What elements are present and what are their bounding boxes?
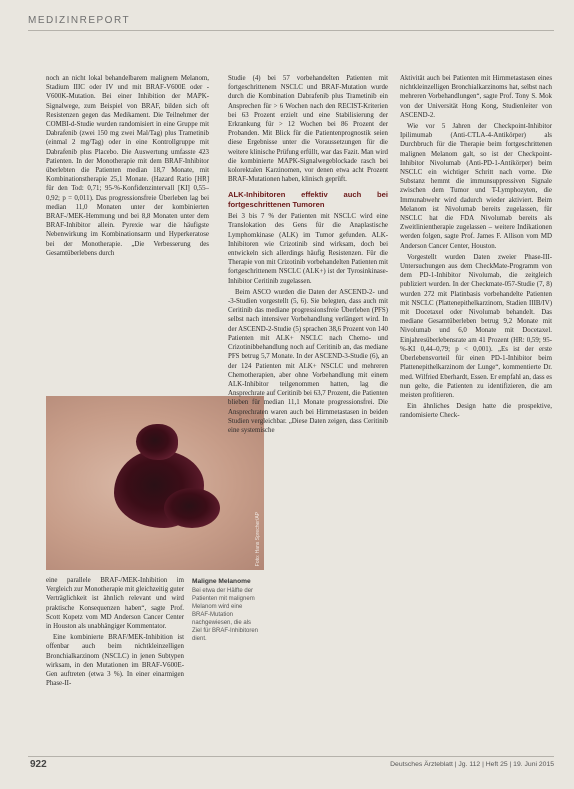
header-divider [28,30,554,31]
paragraph: Wie vor 5 Jahren der Checkpoint-Inhibitor Ipilimumab (Anti-CTLA-4-Antikörper) als Durchbruch für die Therapie beim fortgeschrittenen malignen Melanom galt, so ist der Checkpoint-Inhibitor Nivolumab (Anti-PD-1-Antikörper) beim NSCLC ein wichtiger Schritt nach vorne. Die Substanz hemmt die immunsuppressiven Signale zwischen dem Tumor und T-Lymphozyten, die Immunabwehr wird dadurch wieder aktiviert. Beim Melanom ist Nivolumab bereits zugelassen, für NSCLC hat die FDA Nivolumab bereits als Zweitlinientherapie zugelassen – weitere Indikationen werden folgen, sagte Prof. James F. Allison vom MD Anderson Cancer Center, Houston. [400,123,552,250]
caption-title: Maligne Melanome [192,578,251,585]
article-column-3 [400,74,552,423]
section-title: MEDIZINREPORT [28,15,131,26]
journal-citation: Deutsches Ärzteblatt | Jg. 112 | Heft 25 | 19. Juni 2015 [390,761,554,768]
paragraph: Bei 3 bis 7 % der Patienten mit NSCLC wird eine Translokation des Gens für die Anaplastische Lymphomkinase (ALK) im Tumor gefunden. ALK-Inhibitoren wie Crizotinib sind wirksam, doch bei entwickeln sich allerdings häufig Resistenzen. Für die Therapie von mit Crizotinib vorbehandelten Patienten mit fortgeschrittenem NSCLC (ALK+) ist der Tyrosinkinase-Inhibitor Ceritinib zugelassen. [228,213,388,285]
photo-credit: Foto: Hans Sprecher/AP [255,511,261,566]
paragraph: Ein ähnliches Design hatte die prospektive, randomisierte Check- [400,403,552,420]
paragraph: Studie (4) bei 57 vorbehandelten Patienten mit fortgeschrittenem NSCLC und BRAF-Mutation wurde durch die Kombination Dabrafenib plus Trametinib ein Ansprechen für > 6 Wochen nach den RECIST-Kriterien bei 63 Prozent erzielt und eine Stabilisierung der Erkrankung für > 12 Wochen bei 86 Prozent der Probanden. Mit Blick für die Patientenprognostik seien diese Ergebnisse unter die Voraussetzungen für die weitere klinische Prüfung erfüllt, war das Fazit. Man wird die kombinierte MAPK-Signalwegeblockade rasch bei kolorektalen Karzinomen, vor denen etwa acht Prozent BRAF-Mutationen haben, klinisch geprüft. [228,75,388,184]
article-column-1-bottom [46,576,184,690]
lesion-shape [136,424,178,460]
paragraph: noch an nicht lokal behandelbarem malignem Melanom, Stadium IIIC oder IV und mit BRAF-V600E oder -V600K-Mutation. Bei einer Inhibition der MAPK-Signalwege, zum Beispiel von BRAF, bilden sich oft Resistenzen gegen das Medikament. Die Teilnehmer der COMBI-d-Studie wurden randomisiert in eine Gruppe mit Dabrafenib (zwei 150 mg zwei Mal/Tag) plus Trametinib (einmal 2 mg/Tag) oder in eine Kontrollgruppe mit Dabrafenib plus Placebo. Die Auswertung umfasste 423 Patienten. In der Monotherapie mit dem BRAF-Inhibitor überlebten die Patienten median 18,7 Monate, mit Kombinationstherapie 25,1 Monate. (Hazard Ratio [HR] für den Tod: 0,71; 95-%-Konfidenzintervall [KI] 0,55–0,92; p = 0,011). Das progressionsfreie Überleben lag bei median 11,0 Monaten unter der kombinierten BRAF-/MEK-Hemmung und bei 8,8 Monaten unter dem BRAF-Inhibitor allein. Pyrexie war die häufigste Nebenwirkung im Kombinationsarm und Hyperkeratose bei der Monotherapie. „Die Verbesserung des Gesamtüberlebens durch [46,75,209,257]
article-column-2 [228,74,388,437]
paragraph: Beim ASCO wurden die Daten der ASCEND-2- und -3-Studien vorgestellt (5, 6). Sie belegten, dass auch mit Ceritinib das mediane progressionsfreie Überleben (PFS) selbst nach intensiver Vorbehandlung verlängert wird. In der ASCEND-2-Studie (5) sprachen 38,6 Prozent von 140 Patienten mit ALK+ NSCLC nach Chemo- und Crizotinibbehandlung noch auf Ceritinib an, das mediane PFS betrug 5,7 Monate. In der ASCEND-3-Studie (6), an der 124 Patienten mit ALK+ NSCLC und mehreren Chemotherapien, aber ohne Vorbehandlung mit einem ALK-Inhibitor teilgenommen hatten, lag die Ansprechrate auf Ceritinib bei 63,7 Prozent, die Patienten blieben für median 11,1 Monate progressionsfrei. Die Ansprechraten waren auch bei Hirnmetastasen in beiden Studien vergleichbar. „Diese Daten zeigen, dass Ceritinib eine systemische [228,288,388,434]
subheading: ALK-Inhibitoren effektiv auch bei fortgeschrittenen Tumoren [228,190,388,209]
footer-divider [28,756,554,757]
page-number: 922 [30,759,47,770]
article-column-1-top [46,74,209,260]
paragraph: Eine kombinierte BRAF/MEK-Inhibition ist offenbar auch beim nichtkleinzelligen Bronchialkarzinom (NSCLC) in jenen Subtypen wirksam, in den Mutationen im BRAF-V600E-Gen auftreten (etwa 3 %). In einer einarmigen Phase-II- [46,634,184,688]
figure-caption [192,578,260,643]
lesion-shape [164,488,220,528]
paragraph: Aktivität auch bei Patienten mit Hirnmetastasen eines nichtkleinzelligen Bronchialkarzinoms hat, selbst nach mehreren Vorbehandlungen“, sagte Prof. Tony S. Mok von der Universität Hong Kong, Studienleiter von ASCEND-2. [400,75,552,119]
caption-text: Bei etwa der Hälfte der Patienten mit malignem Melanom wird eine BRAF-Mutation nachgewiesen, die als Ziel für BRAF-Inhibitoren dient. [192,588,259,642]
paragraph: eine parallele BRAF-/MEK-Inhibition im Vergleich zur Monotherapie mit gleichzeitig guter Verträglichkeit ist ähnlich relevant und wird praktische Konsequenzen haben“, sagte Prof. Scott Kopetz vom MD Anderson Cancer Center in Houston als unabhängiger Kommentator. [46,577,184,631]
paragraph: Vorgestellt wurden Daten zweier Phase-III-Untersuchungen aus dem CheckMate-Programm von dem PD-1-Inhibitor Nivolumab, die zeitgleich publiziert wurden. In der Checkmate-057-Studie (7, 8) wurden 272 mit Platinbasis vorbehandelte Patienten mit NSCLC (Plattenepithelkarzinom, Stadien IIIB/IV) mit Docetaxel oder Nivolumab behandelt. Das mediane Gesamtüberleben betrug 9,2 Monate mit Nivolumab und 6,0 Monate mit Docetaxel. Einjahresüberlebensrate am 41 Prozent (HR: 0,59; 95-%-KI 0,44–0,79; p < 0,001). „Es ist der erste Überlebensvorteil für einen PD-1-Inhibitor beim Plattenepithelkarzinom der Lunge“, kommentierte Dr. med. Wilfried Eberhardt, Essen. Er empfahl an, dass es nun gelte, die Patienten zu identifizieren, die am meisten profitieren. [400,253,552,399]
